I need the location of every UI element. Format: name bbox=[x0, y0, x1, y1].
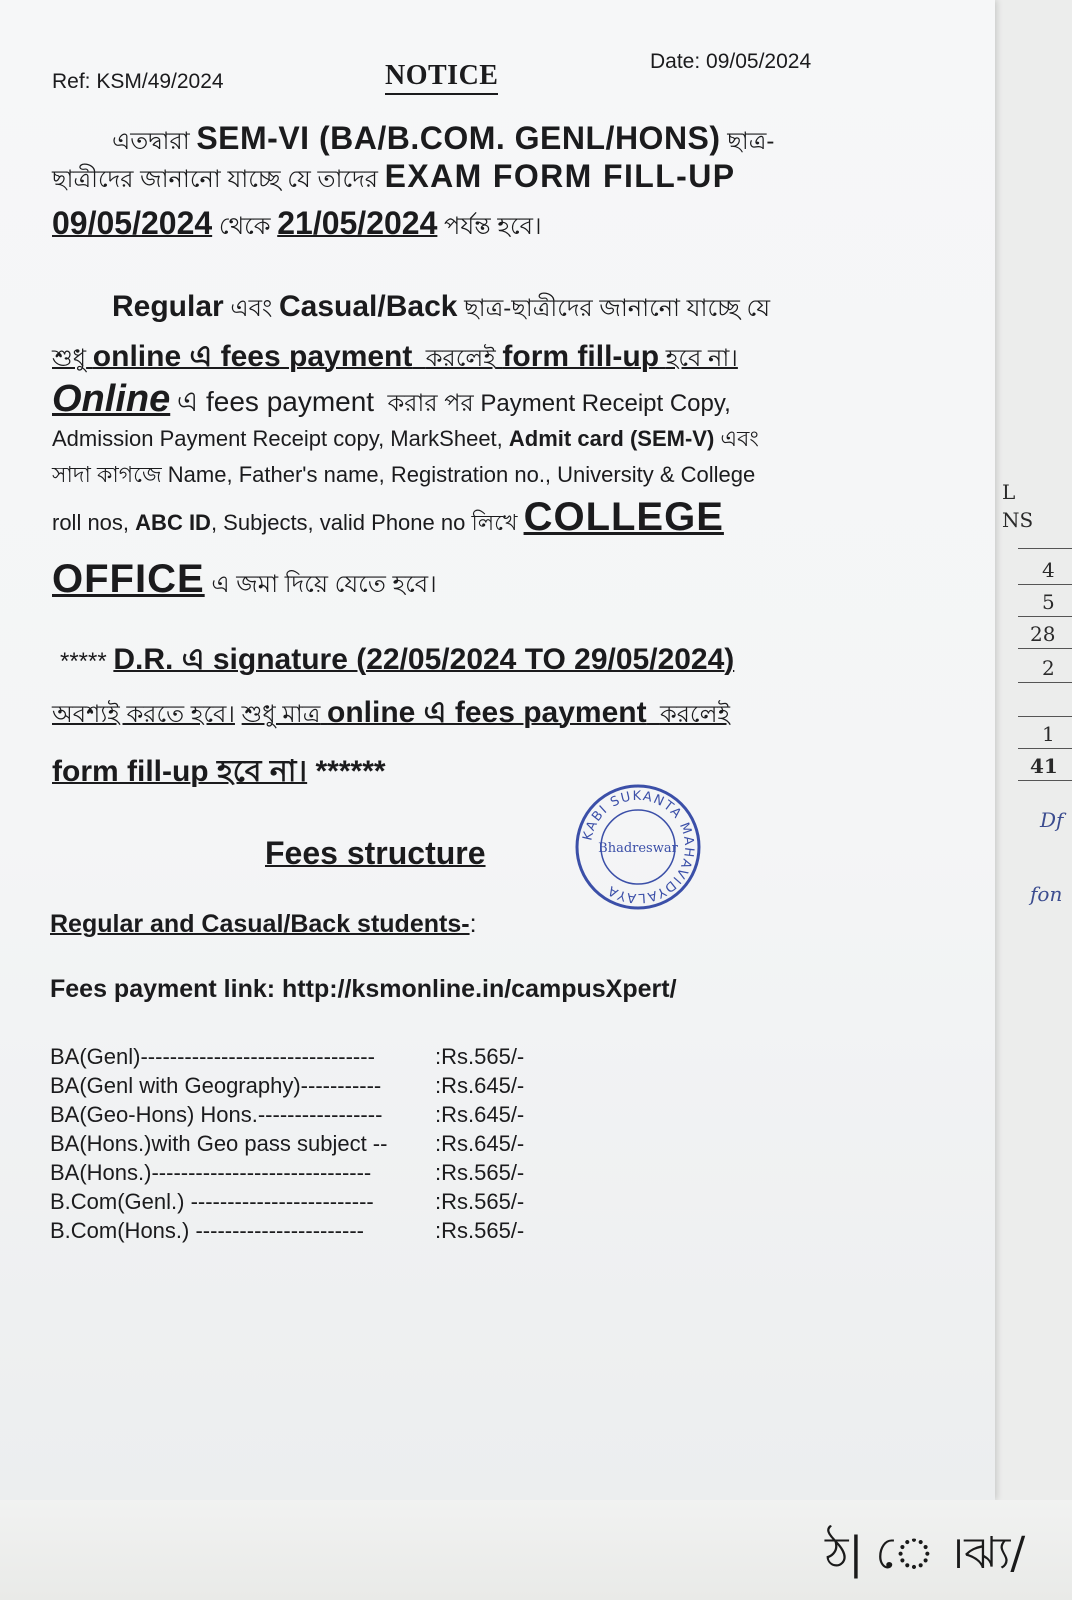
fee-amount: :Rs.565/- bbox=[435, 1044, 525, 1069]
para1-line2 bbox=[52, 158, 735, 201]
students-heading bbox=[50, 910, 477, 939]
para1-line1 bbox=[112, 120, 774, 163]
para3-line4-start: roll nos, bbox=[52, 510, 130, 535]
back-sheet-rule bbox=[1018, 648, 1072, 649]
para4-line2 bbox=[52, 688, 730, 739]
back-sheet-fragment: 1 bbox=[1042, 722, 1055, 746]
fee-amount: :Rs.565/- bbox=[435, 1160, 525, 1185]
para4-online-fees: online এ fees payment bbox=[327, 696, 647, 729]
notice-date: Date: 09/05/2024 bbox=[650, 50, 812, 73]
para1-from-word: থেকে bbox=[218, 213, 271, 240]
fee-amount: :Rs.565/- bbox=[435, 1189, 525, 1214]
fee-amount: :Rs.645/- bbox=[435, 1073, 525, 1098]
para1-line3 bbox=[52, 205, 542, 248]
para3-abc-id: ABC ID bbox=[135, 510, 211, 535]
para3-fees-payment: এ fees payment bbox=[176, 386, 375, 417]
para4-must: অবশ্যই করতে হবে। bbox=[52, 701, 235, 728]
fee-course: BA(Genl with Geography)----------- bbox=[50, 1073, 382, 1098]
para2-form-fillup: form fill-up bbox=[502, 340, 660, 373]
para3-line3: সাদা কাগজে Name, Father's name, Registration no., University & College bbox=[52, 462, 756, 487]
para3-office: OFFICE bbox=[52, 557, 205, 601]
back-sheet-rule bbox=[1018, 716, 1072, 717]
para2-not: হবে না। bbox=[665, 345, 738, 372]
para1-until-text: পর্যন্ত হবে। bbox=[444, 213, 542, 240]
para2-casual-back: Casual/Back bbox=[279, 290, 458, 323]
para1-line2-text: ছাত্রীদের জানানো যাচ্ছে যে তাদের bbox=[52, 166, 378, 193]
para3-line1 bbox=[52, 378, 731, 427]
para3-college: COLLEGE bbox=[523, 495, 724, 539]
back-sheet-fragment: NS bbox=[1002, 508, 1034, 532]
para4-form-fillup: form fill-up হবে না। bbox=[52, 755, 308, 788]
reference-number: Ref: KSM/49/2024 bbox=[52, 70, 224, 93]
back-sheet-handwriting: Df bbox=[1040, 808, 1064, 832]
back-sheet-rule bbox=[1018, 616, 1072, 617]
para4-line3 bbox=[52, 747, 386, 798]
students-heading-text: Regular and Casual/Back students- bbox=[50, 910, 470, 938]
back-sheet-fragment: 41 bbox=[1030, 754, 1058, 778]
para4-doing: করলেই bbox=[659, 701, 730, 728]
fees-title: Fees structure bbox=[265, 835, 486, 871]
para3-line2 bbox=[52, 422, 759, 459]
notice-title: NOTICE bbox=[385, 60, 498, 95]
para2-regular: Regular bbox=[112, 290, 224, 323]
back-sheet-rule bbox=[1018, 548, 1072, 549]
para3-line1-rest: করার পর Payment Receipt Copy, bbox=[387, 390, 731, 417]
para1-exam-form: EXAM FORM FILL-UP bbox=[384, 158, 736, 194]
fee-course: BA(Hons.)------------------------------ bbox=[50, 1160, 372, 1185]
fee-amount: :Rs.645/- bbox=[435, 1102, 525, 1127]
para4-dr-signature: D.R. এ signature (22/05/2024 TO 29/05/2024) bbox=[113, 643, 735, 676]
back-sheet-fragment: 4 bbox=[1042, 558, 1055, 582]
para1-lead: এতদ্বারা bbox=[112, 128, 190, 155]
college-stamp bbox=[573, 782, 703, 912]
fee-amount: :Rs.565/- bbox=[435, 1218, 525, 1243]
para3-line2-text: Admission Payment Receipt copy, MarkSheet, bbox=[52, 426, 503, 451]
back-sheet-fragment: 2 bbox=[1042, 656, 1055, 680]
fees-payment-link: Fees payment link: http://ksmonline.in/campusXpert/ bbox=[50, 975, 677, 1003]
para4-only: শুধু মাত্র bbox=[241, 701, 321, 728]
back-sheet-handwriting: fon bbox=[1030, 882, 1063, 906]
students-heading-colon: : bbox=[469, 910, 477, 938]
fee-course: B.Com(Hons.) ----------------------- bbox=[50, 1218, 364, 1243]
back-sheet-rule bbox=[1018, 584, 1072, 585]
back-sheet-fragment: L bbox=[1002, 480, 1016, 504]
para3-admit-card: Admit card (SEM-V) bbox=[508, 426, 715, 451]
para3-online: Online bbox=[52, 378, 171, 420]
stamp-center-text: Bhadreswar bbox=[598, 841, 678, 856]
para2-online-fees: online এ fees payment bbox=[92, 340, 413, 373]
back-sheet-fragment: 28 bbox=[1030, 622, 1056, 646]
para4-stars-close: ****** bbox=[315, 755, 386, 788]
para3-line4-mid: , Subjects, valid Phone no লিখে bbox=[210, 510, 518, 535]
back-sheet-fragment: 5 bbox=[1042, 590, 1055, 614]
para2-only: শুধু bbox=[52, 345, 87, 372]
para3-line2-and: এবং bbox=[720, 426, 759, 451]
para1-program: SEM-VI (BA/B.COM. GENL/HONS) bbox=[196, 120, 721, 156]
stamp-ring-text: KABI SUKANTA MAHAVIDYALAYA bbox=[580, 788, 697, 906]
para4-line1 bbox=[60, 635, 734, 686]
para3-line5-rest: এ জমা দিয়ে যেতে হবে। bbox=[211, 571, 437, 598]
para2-line1-rest: ছাত্র-ছাত্রীদের জানানো যাচ্ছে যে bbox=[464, 295, 771, 322]
para4-stars-open: ***** bbox=[60, 648, 107, 675]
back-sheet-rule bbox=[1018, 780, 1072, 781]
fee-course: B.Com(Genl.) ------------------------- bbox=[50, 1189, 374, 1214]
fee-course: BA(Genl)-------------------------------- bbox=[50, 1044, 375, 1069]
bottom-handwriting: ঠ| ে ।ঝ্য/ bbox=[825, 1528, 1026, 1579]
back-sheet-rule bbox=[1018, 682, 1072, 683]
para1-start-date: 09/05/2024 bbox=[52, 205, 213, 241]
para2-and: এবং bbox=[230, 295, 273, 322]
para2-doing: করলেই bbox=[425, 345, 496, 372]
fee-course: BA(Geo-Hons) Hons.----------------- bbox=[50, 1102, 383, 1127]
fee-amount: :Rs.645/- bbox=[435, 1131, 525, 1156]
fee-course: BA(Hons.)with Geo pass subject -- bbox=[50, 1131, 388, 1156]
back-sheet-rule bbox=[1018, 748, 1072, 749]
para2-line2 bbox=[52, 332, 738, 383]
background-sheet bbox=[990, 0, 1072, 1500]
para3-line5 bbox=[52, 557, 437, 606]
para1-end-date: 21/05/2024 bbox=[277, 205, 438, 241]
para4-only-group bbox=[241, 696, 730, 729]
para3-line4 bbox=[52, 495, 724, 543]
para2-line1 bbox=[112, 290, 770, 330]
para1-after-program: ছাত্র- bbox=[727, 128, 775, 155]
